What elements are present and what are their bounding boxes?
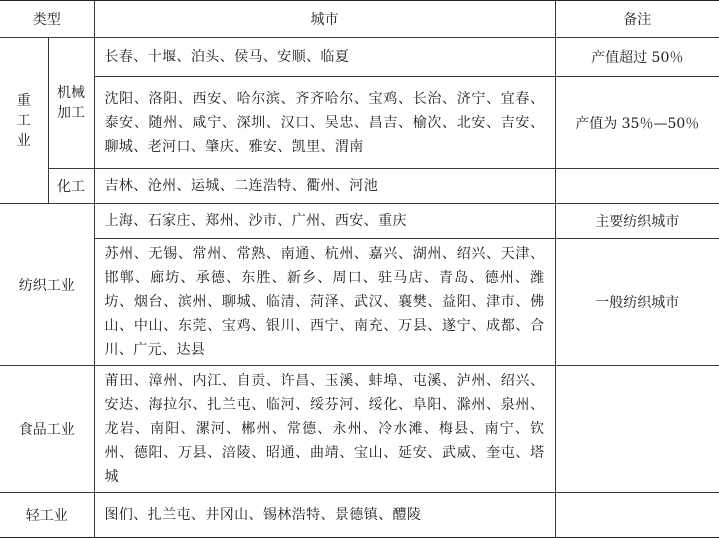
food-note: [555, 366, 719, 493]
heavy-industry-cell: [0, 38, 48, 204]
header-note: 备注: [555, 1, 719, 38]
textile-label: 纺织工业: [18, 277, 75, 294]
light-note: [555, 493, 719, 538]
machinery-label: 机械加工: [57, 85, 85, 121]
table-row: [0, 493, 719, 538]
textile-cities-2: 苏州、无锡、常州、常熟、南通、杭州、嘉兴、湖州、绍兴、天津、邯郸、廊坊、承德、东胜、新乡、周口、驻马店、青岛、德州、潍坊、烟台、滨州、聊城、临清、菏泽、武汉、襄樊、益阳、津市、佛山、中山、东莞、宝鸡、银川、西宁、南充、万县、遂宁、成都、合川、广元、达县: [94, 239, 555, 366]
food-cell: [0, 366, 94, 493]
food-cities: 莆田、漳州、内江、自贡、许昌、玉溪、蚌埠、屯溪、泸州、绍兴、安达、海拉尔、扎兰屯、临河、绥芬河、绥化、阜阳、滁州、泉州、龙岩、南阳、漯河、郴州、常德、永州、冷水滩、梅县、南宁、钦州、德阳、万县、涪陵、昭通、曲靖、宝山、延安、武威、奎屯、塔城: [94, 366, 555, 493]
machinery-cities-2: 沈阳、洛阳、西安、哈尔滨、齐齐哈尔、宝鸡、长治、济宁、宜春、泰安、随州、咸宁、深圳、汉口、吴忠、昌吉、榆次、北安、吉安、聊城、老河口、肇庆、雅安、凯里、渭南: [94, 77, 555, 169]
food-label: 食品工业: [18, 422, 75, 438]
textile-cities-1: 上海、石家庄、郑州、沙市、广州、西安、重庆: [94, 204, 555, 239]
table-row: [0, 366, 719, 493]
heavy-industry-label: 重工业: [16, 92, 31, 149]
table-row: [0, 239, 719, 366]
light-cell: [0, 493, 94, 538]
light-cities: 图们、扎兰屯、井冈山、锡林浩特、景德镇、醴陵: [94, 493, 555, 538]
machinery-cities-1: 长春、十堰、泊头、侯马、安顺、临夏: [94, 38, 555, 77]
table-row: [0, 169, 719, 204]
machinery-note-2: 产值为 35％—50％: [555, 77, 719, 169]
textile-note-2: 一般纺织城市: [555, 239, 719, 366]
chemical-note: [555, 169, 719, 204]
machinery-note-1: 产值超过 50％: [555, 38, 719, 77]
textile-cell: [0, 204, 94, 366]
chemical-label: 化工: [57, 179, 85, 195]
textile-note-1: 主要纺织城市: [555, 204, 719, 239]
machinery-cell: [48, 38, 94, 169]
header-cities: 城市: [94, 1, 555, 38]
table-row: [0, 204, 719, 239]
header-type: 类型: [0, 1, 94, 38]
table-row: [0, 38, 719, 77]
chemical-cities: 吉林、沧州、运城、二连浩特、衢州、河池: [94, 169, 555, 204]
light-label: 轻工业: [25, 508, 68, 524]
header-row: [0, 1, 719, 38]
chemical-cell: [48, 169, 94, 204]
table-row: [0, 77, 719, 169]
